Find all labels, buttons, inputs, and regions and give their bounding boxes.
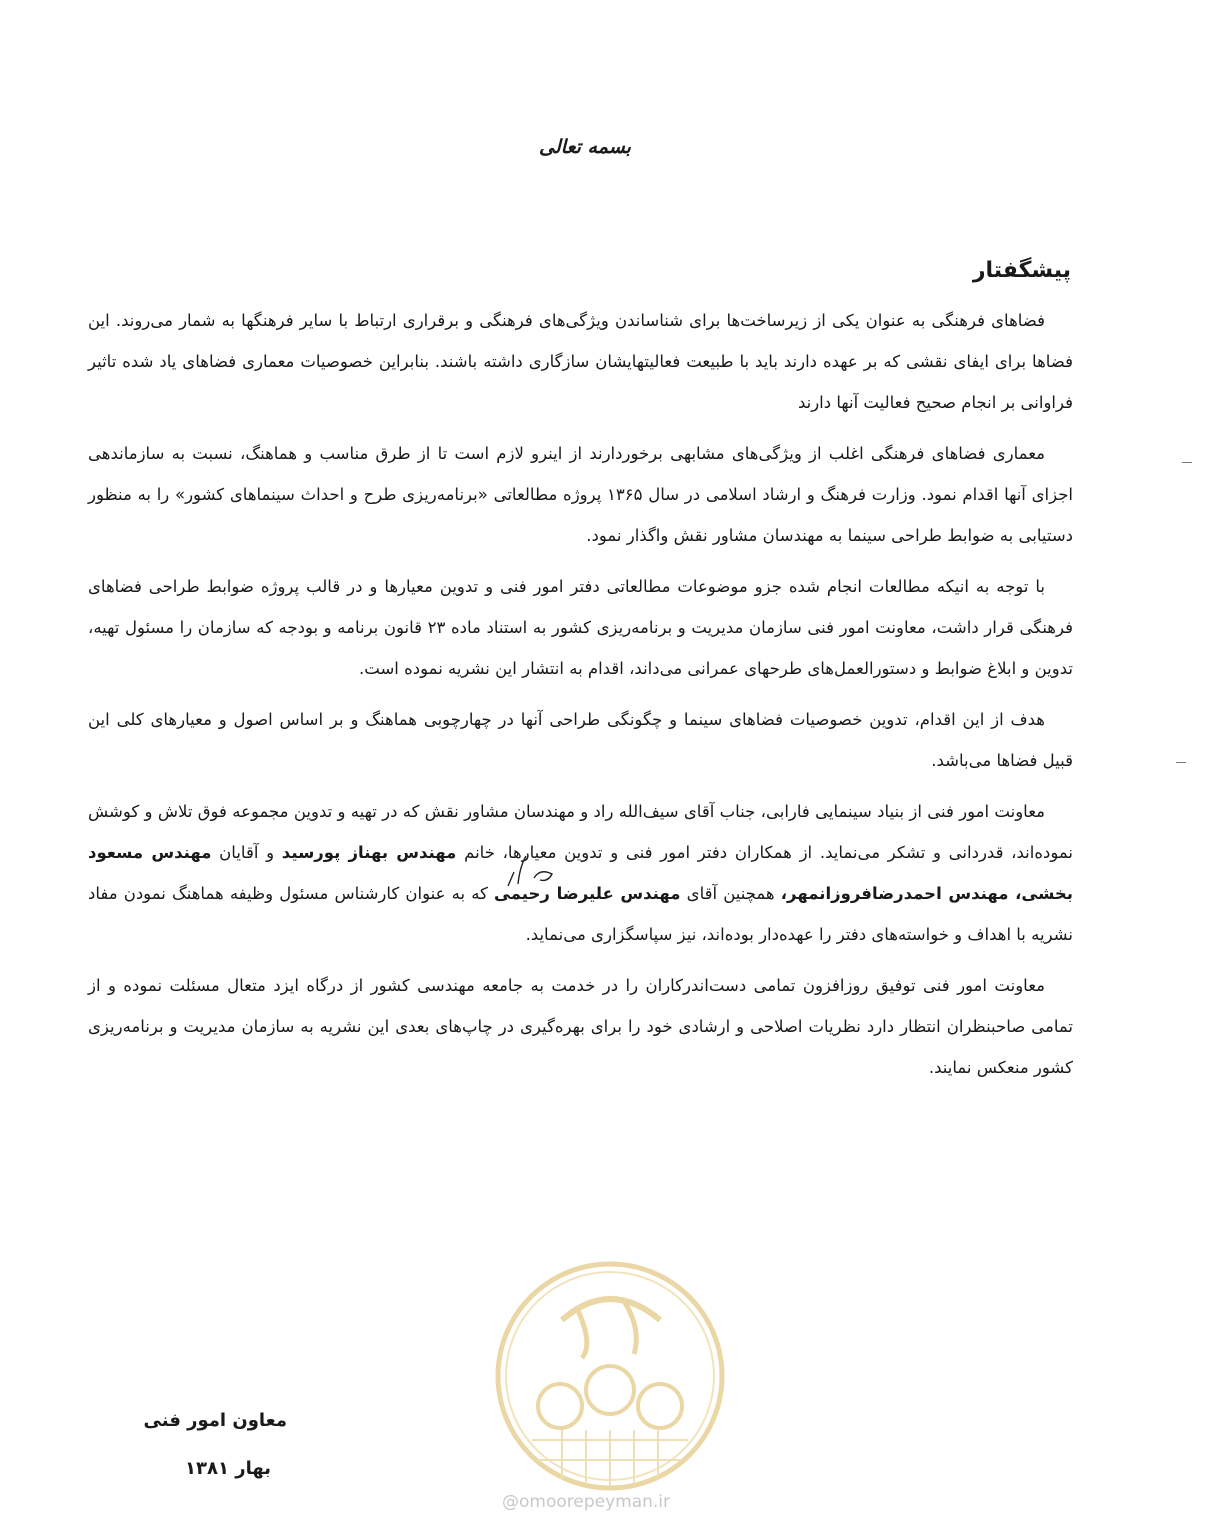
paragraph-text: هدف از این اقدام، تدوین خصوصیات فضاهای سینما و چگونگی طراحی آنها در چهارچوبی هماهنگ و بر اساس اصول و معیارهای کلی این قبیل فضاها می‌باشد.	[88, 710, 1073, 770]
signature-date: بهار ۱۳۸۱	[185, 1458, 271, 1479]
watermark-url: @omoorepeyman.ir	[502, 1492, 671, 1512]
margin-mark	[1182, 462, 1192, 463]
paragraph-text: و آقایان	[211, 843, 282, 862]
signature-title: معاون امور فنی	[143, 1410, 287, 1431]
body-paragraph	[88, 965, 1073, 1088]
body-paragraph	[88, 300, 1073, 423]
body-paragraph	[88, 699, 1073, 781]
body-paragraph	[88, 433, 1073, 556]
person-name: مهندس مسعود بخشی، مهندس احمدرضافروزانمهر،	[88, 843, 1073, 903]
watermark-stamp	[492, 1258, 728, 1494]
paragraph-text: معاونت امور فنی توفیق روزافزون تمامی دست‌اندرکاران را در خدمت به جامعه مهندسی کشور از درگاه ایزد متعال مسئلت نموده و از تمامی صاحبنظران انتظار دارد نظریات اصلاحی و ارشادی خود را برای بهره‌گیری در چاپ‌های بعدی این نشریه به سازمان مدیریت و برنامه‌ریزی کشور منعکس نمایند.	[88, 976, 1073, 1077]
handwritten-mark	[500, 848, 560, 890]
person-name: مهندس بهناز پورسید	[281, 843, 457, 862]
margin-mark	[1176, 762, 1186, 763]
page-title: پیشگفتار	[972, 258, 1071, 283]
body-paragraph	[88, 566, 1073, 689]
paragraph-text: با توجه به انیکه مطالعات انجام شده جزو موضوعات مطالعاتی دفتر امور فنی و تدوین معیارها و در قالب پروژه ضوابط طراحی فضاهای فرهنگی قرار داشت، معاونت امور فنی سازمان مدیریت و برنامه‌ریزی کشور به استناد ماده ۲۳ قانون برنامه و بودجه که سازمان را مسئول تهیه، تدوین و ابلاغ ضوابط و دستورالعمل‌های طرحهای عمرانی می‌داند، اقدام به انتشار این نشریه نموده است.	[88, 577, 1073, 678]
person-name: مهندس علیرضا رحیمی	[494, 884, 681, 903]
paragraph-text: که به عنوان کارشناس مسئول وظیفه هماهنگ نمودن مفاد نشریه با اهداف و خواسته‌های دفتر را عهده‌دار بوده‌اند، نیز سپاسگزاری می‌نماید.	[88, 884, 1073, 944]
body-paragraph	[88, 791, 1073, 955]
paragraph-text: معاونت امور فنی از بنیاد سینمایی فارابی، جناب آقای سیف‌الله راد و مهندسان مشاور نقش که در تهیه و تدوین مجموعه فوق تلاش و کوشش نموده‌اند، قدردانی و تشکر می‌نماید. از همکاران دفتر امور فنی و تدوین معیارها، خانم	[88, 802, 1073, 862]
paragraph-text: معماری فضاهای فرهنگی اغلب از ویژگی‌های مشابهی برخوردارند از اینرو لازم است تا از طرق مناسب و هماهنگ، نسبت به سازماندهی اجزای آنها اقدام نمود. وزارت فرهنگ و ارشاد اسلامی در سال ۱۳۶۵ پروژه مطالعاتی «برنامه‌ریزی طرح و احداث سینماهای کشور» را به منظور دستیابی به ضوابط طراحی سینما به مهندسان مشاور نقش واگذار نمود.	[88, 444, 1073, 545]
paragraph-text: فضاهای فرهنگی به عنوان یکی از زیرساخت‌ها برای شناساندن ویژگی‌های فرهنگی و برقراری ارتباط با سایر فرهنگها به شمار می‌روند. این فضاها برای ایفای نقشی که بر عهده دارند باید با طبیعت فعالیتهایشان سازگاری داشته باشند. بنابراین خصوصیات معماری فضاهای یاد شده تاثیر فراوانی بر انجام صحیح فعالیت آنها دارند	[88, 311, 1073, 412]
paragraph-text: همچنین آقای	[680, 884, 781, 903]
document-body	[88, 300, 1073, 1098]
invocation-text: بسمه تعالی	[539, 136, 631, 158]
